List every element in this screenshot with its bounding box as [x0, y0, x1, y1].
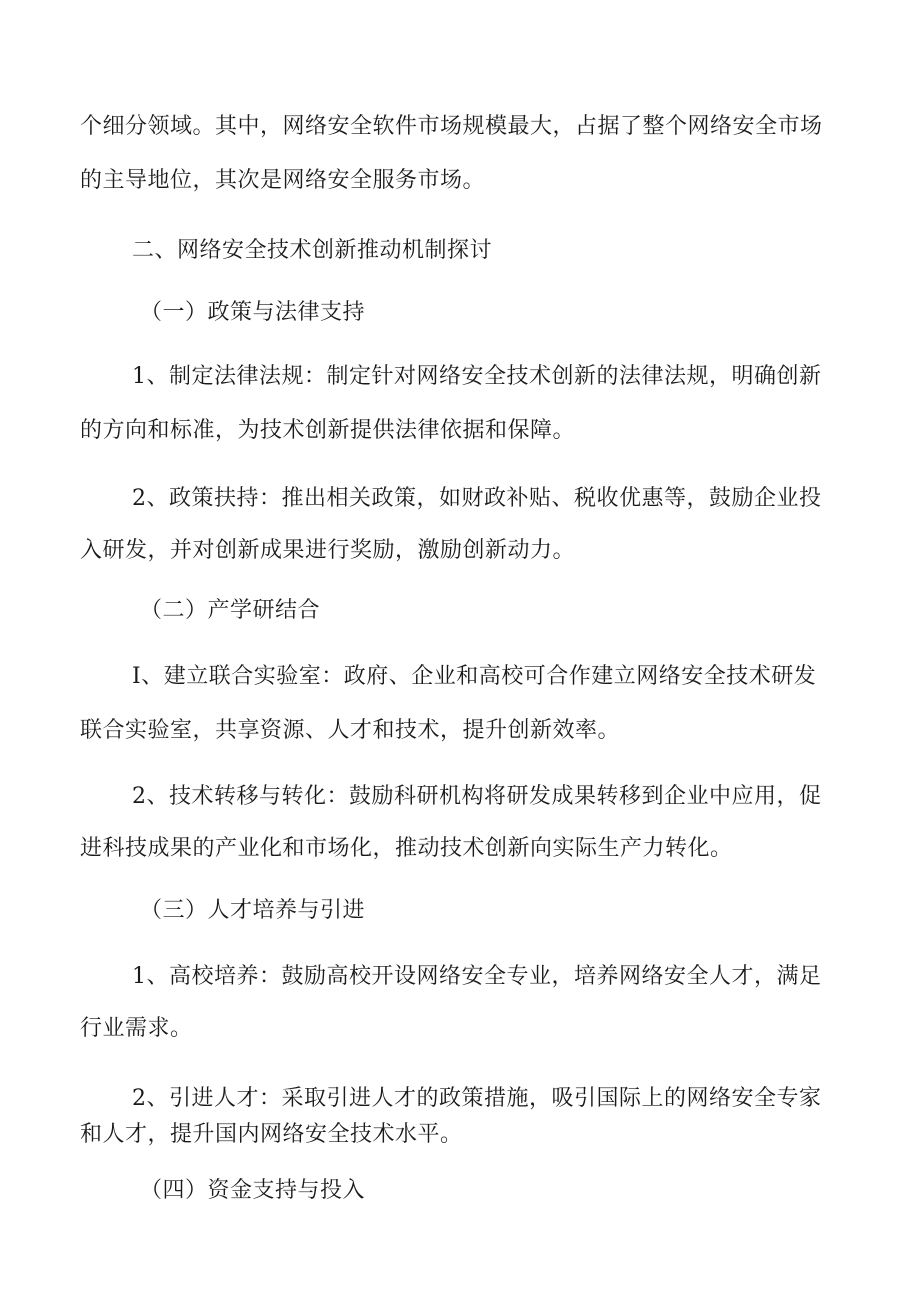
- body-text-line: 的主导地位，其次是网络安全服务市场。: [80, 168, 486, 193]
- list-item-line: 1、高校培养：鼓励高校开设网络安全专业，培养网络安全人才，满足: [132, 964, 822, 989]
- subsection-heading: （三）人才培养与引进: [140, 898, 366, 923]
- list-item-line: 2、技术转移与转化：鼓励科研机构将研发成果转移到企业中应用，促: [132, 784, 822, 809]
- section-heading: 二、网络安全技术创新推动机制探讨: [132, 238, 493, 263]
- subsection-heading: （四）资金支持与投入: [140, 1178, 366, 1203]
- list-item-line: 联合实验室，共享资源、人才和技术，提升创新效率。: [80, 718, 621, 743]
- list-item-line: 和人才，提升国内网络安全技术水平。: [80, 1122, 463, 1147]
- list-item-line: I、建立联合实验室：政府、企业和高校可合作建立网络安全技术研发: [132, 664, 817, 689]
- list-item-line: 进科技成果的产业化和市场化，推动技术创新向实际生产力转化。: [80, 836, 733, 861]
- list-item-line: 入研发，并对创新成果进行奖励，激励创新动力。: [80, 538, 576, 563]
- subsection-heading: （二）产学研结合: [140, 598, 321, 623]
- list-item-line: 2、引进人才：采取引进人才的政策措施，吸引国际上的网络安全专家: [132, 1086, 822, 1111]
- list-item-line: 2、政策扶持：推出相关政策，如财政补贴、税收优惠等，鼓励企业投: [132, 486, 822, 511]
- list-item-line: 的方向和标准，为技术创新提供法律依据和保障。: [80, 418, 576, 443]
- body-text-line: 个细分领域。其中，网络安全软件市场规模最大，占据了整个网络安全市场: [80, 114, 823, 139]
- list-item-line: 行业需求。: [80, 1016, 193, 1041]
- list-item-line: 1、制定法律法规：制定针对网络安全技术创新的法律法规，明确创新: [132, 364, 822, 389]
- subsection-heading: （一）政策与法律支持: [140, 300, 366, 325]
